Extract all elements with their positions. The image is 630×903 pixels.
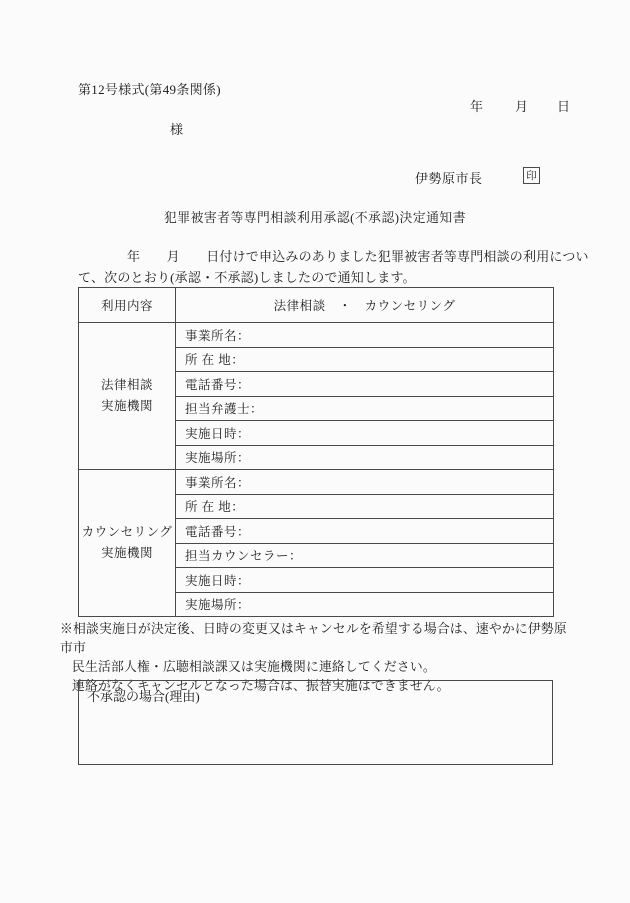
table-row <box>79 323 554 348</box>
footnote-line3: 連絡がなくキャンセルとなった場合は、振替実施はできません。 <box>72 679 450 693</box>
counseling-counselor-field: 担当カウンセラー： <box>176 543 554 568</box>
legal-location-field: 実施場所： <box>176 445 554 470</box>
legal-address-field: 所 在 地： <box>176 347 554 372</box>
counseling-section-group-label: カウンセリング 実施機関 <box>79 470 176 617</box>
counseling-phone-field: 電話番号： <box>176 519 554 544</box>
denial-reason-box <box>78 680 553 765</box>
date-month-label: 月 <box>515 99 529 114</box>
counseling-business-name-field: 事業所名： <box>176 470 554 495</box>
footnote-line1: ※相談実施日が決定後、日時の変更又はキャンセルを希望する場合は、速やかに伊勢原市市 <box>60 622 567 655</box>
usage-table <box>78 287 554 617</box>
counseling-location-field: 実施場所： <box>176 592 554 617</box>
body-paragraph-line1: 年 月 日付けで申込みのありました犯罪被害者等専門相談の利用につい <box>127 249 589 264</box>
legal-section-group-label: 法律相談 実施機関 <box>79 323 176 470</box>
document-title: 犯罪被害者等専門相談利用承認(不承認)決定通知書 <box>163 211 467 225</box>
date-year-label: 年 <box>470 99 484 114</box>
legal-business-name-field: 事業所名： <box>176 323 554 348</box>
legal-datetime-field: 実施日時： <box>176 421 554 446</box>
table-row <box>79 470 554 495</box>
legal-lawyer-field: 担当弁護士： <box>176 396 554 421</box>
table-row <box>79 288 554 323</box>
form-number: 第12号様式(第49条関係) <box>78 82 221 97</box>
sender-name: 伊勢原市長 <box>415 171 483 186</box>
usage-content-value: 法律相談 ・ カウンセリング <box>176 288 554 323</box>
counseling-address-field: 所 在 地： <box>176 494 554 519</box>
seal-box <box>523 167 540 184</box>
usage-content-label: 利用内容 <box>79 288 176 323</box>
counseling-datetime-field: 実施日時： <box>176 568 554 593</box>
seal-label: 印 <box>526 171 537 182</box>
denial-reason-label: 不承認の場合(理由) <box>87 689 200 704</box>
body-paragraph-line2: て、次のとおり(承認・不承認)しましたので通知します。 <box>78 270 416 285</box>
legal-phone-field: 電話番号： <box>176 372 554 397</box>
date-day-label: 日 <box>557 99 571 114</box>
footnote-line2: 民生活部人権・広聴相談課又は実施機関に連絡してください。 <box>72 660 436 674</box>
addressee-suffix: 様 <box>170 122 184 137</box>
